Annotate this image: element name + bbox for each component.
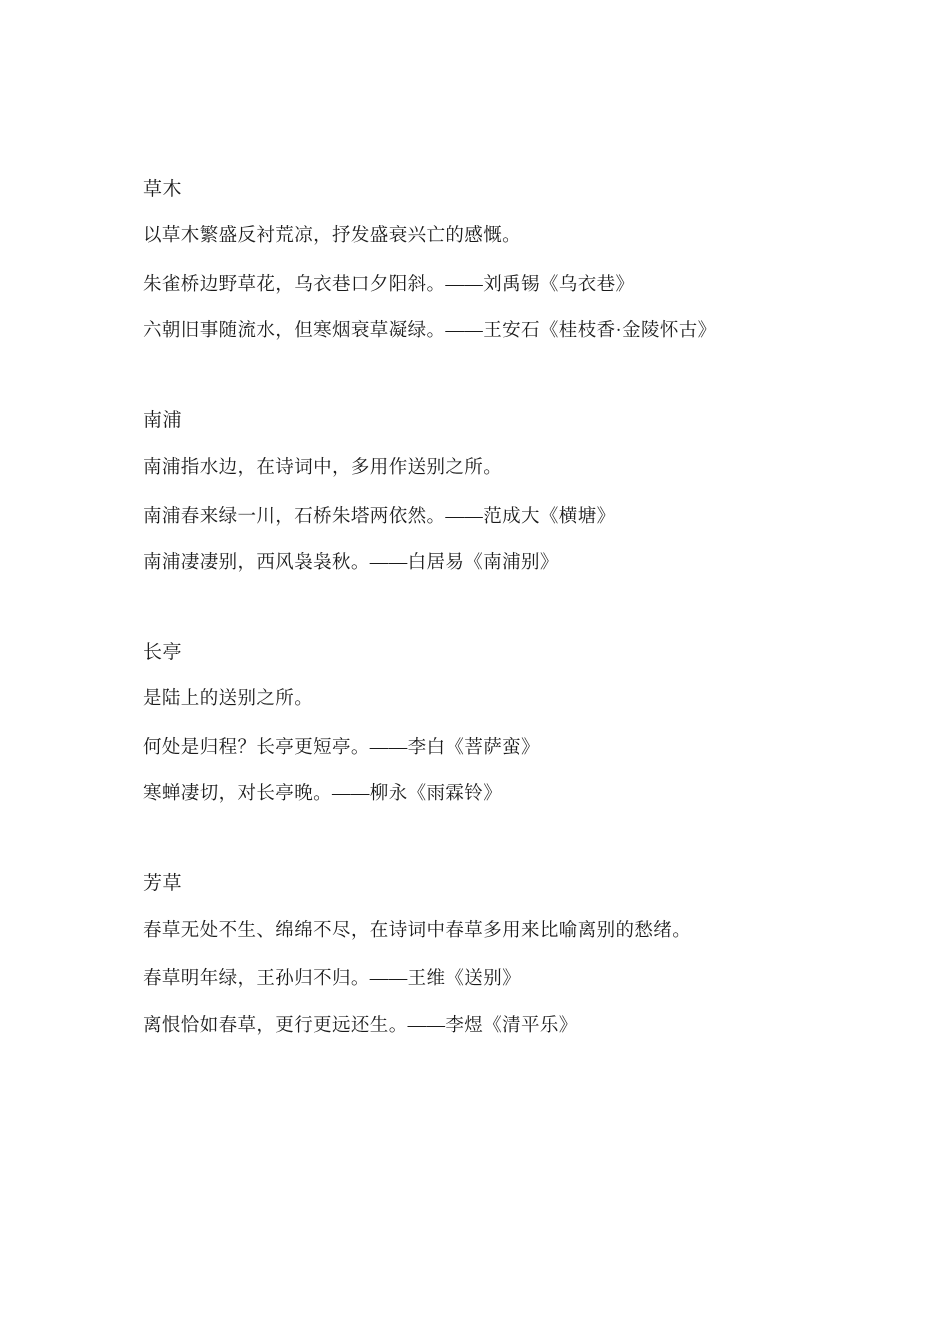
section-caomu	[143, 175, 833, 348]
section-quote: 南浦春来绿一川，石桥朱塔两依然。——范成大《横塘》	[143, 506, 616, 527]
section-quote: 六朝旧事随流水，但寒烟衰草凝绿。——王安石《桂枝香·金陵怀古》	[143, 321, 717, 342]
section-nanpu	[143, 406, 833, 579]
section-description: 是陆上的送别之所。	[143, 689, 314, 710]
section-description: 春草无处不生、绵绵不尽，在诗词中春草多用来比喻离别的愁绪。	[143, 920, 692, 941]
section-quote: 何处是归程？长亭更短亭。——李白《菩萨蛮》	[143, 737, 540, 758]
section-title: 草木	[143, 179, 183, 200]
section-quote: 南浦凄凄别，西风袅袅秋。——白居易《南浦别》	[143, 552, 559, 573]
section-changting	[143, 638, 833, 811]
section-quote: 离恨恰如春草，更行更远还生。——李煜《清平乐》	[143, 1015, 578, 1036]
document-body	[143, 175, 833, 1043]
section-title: 长亭	[143, 641, 183, 663]
section-description: 以草木繁盛反衬荒凉，抒发盛衰兴亡的感慨。	[143, 226, 522, 247]
section-quote: 朱雀桥边野草花，乌衣巷口夕阳斜。——刘禹锡《乌衣巷》	[143, 275, 635, 296]
section-title: 南浦	[143, 410, 183, 432]
section-description: 南浦指水边，在诗词中，多用作送别之所。	[143, 457, 503, 478]
section-quote: 春草明年绿，王孙归不归。——王维《送别》	[143, 969, 522, 990]
section-title: 芳草	[143, 873, 183, 895]
section-quote: 寒蝉凄切，对长亭晚。——柳永《雨霖铃》	[143, 784, 503, 805]
section-fangcao	[143, 869, 833, 1042]
